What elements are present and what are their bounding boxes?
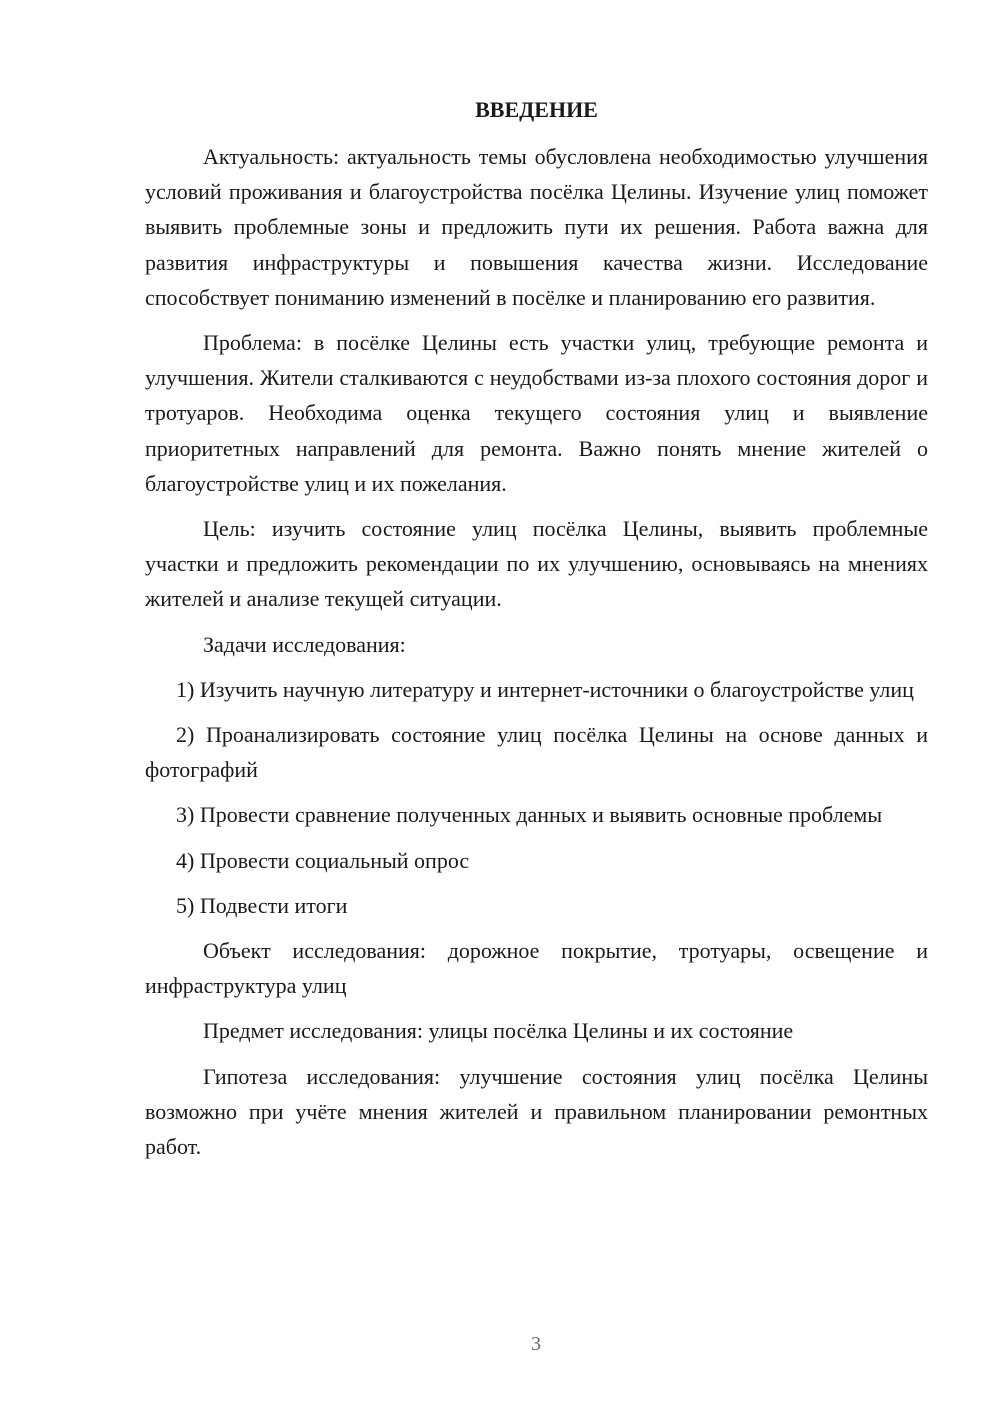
section-title: ВВЕДЕНИЕ (475, 97, 598, 122)
page-number: 3 (531, 1333, 541, 1355)
task-item: 2) Проанализировать состояние улиц посёлка Целины на основе данных и фотографий (145, 722, 928, 783)
document-page (145, 92, 928, 1174)
tasks-heading: Задачи исследования: (203, 631, 406, 657)
task-item: 5) Подвести итоги (176, 892, 348, 918)
subject-paragraph: Предмет исследования: улицы посёлка Целины и их состояние (203, 1018, 794, 1044)
problem-paragraph: Проблема: в посёлке Целины есть участки улиц, требующие ремонта и улучшения. Жители сталкиваются с неудобствами из-за плохого состояния дорог и тротуаров. Необходима оценка текущего состояния улиц и выявление приоритетных направлений для ремонта. Важно понять мнение жителей о благоустройстве улиц и их пожелания. (145, 330, 928, 496)
hypothesis-paragraph: Гипотеза исследования: улучшение состояния улиц посёлка Целины возможно при учёте мнения жителей и правильном планировании ремонтных работ. (145, 1063, 928, 1160)
goal-paragraph: Цель: изучить состояние улиц посёлка Целины, выявить проблемные участки и предложить рекомендации по их улучшению, основываясь на мнениях жителей и анализе текущей ситуации. (145, 516, 928, 612)
relevance-paragraph: Актуальность: актуальность темы обусловлена необходимостью улучшения условий проживания и благоустройства посёлка Целины. Изучение улиц поможет выявить проблемные зоны и предложить пути их решения. Работа важна для развития инфраструктуры и повышения качества жизни. Исследование способствует пониманию изменений в посёлке и планированию его развития. (145, 144, 928, 310)
task-item: 3) Провести сравнение полученных данных и выявить основные проблемы (176, 802, 883, 828)
task-item: 4) Провести социальный опрос (176, 847, 470, 873)
object-paragraph: Объект исследования: дорожное покрытие, тротуары, освещение и инфраструктура улиц (145, 938, 928, 999)
tasks-list (145, 672, 928, 923)
task-item: 1) Изучить научную литературу и интернет-источники о благоустройстве улиц (176, 676, 914, 702)
